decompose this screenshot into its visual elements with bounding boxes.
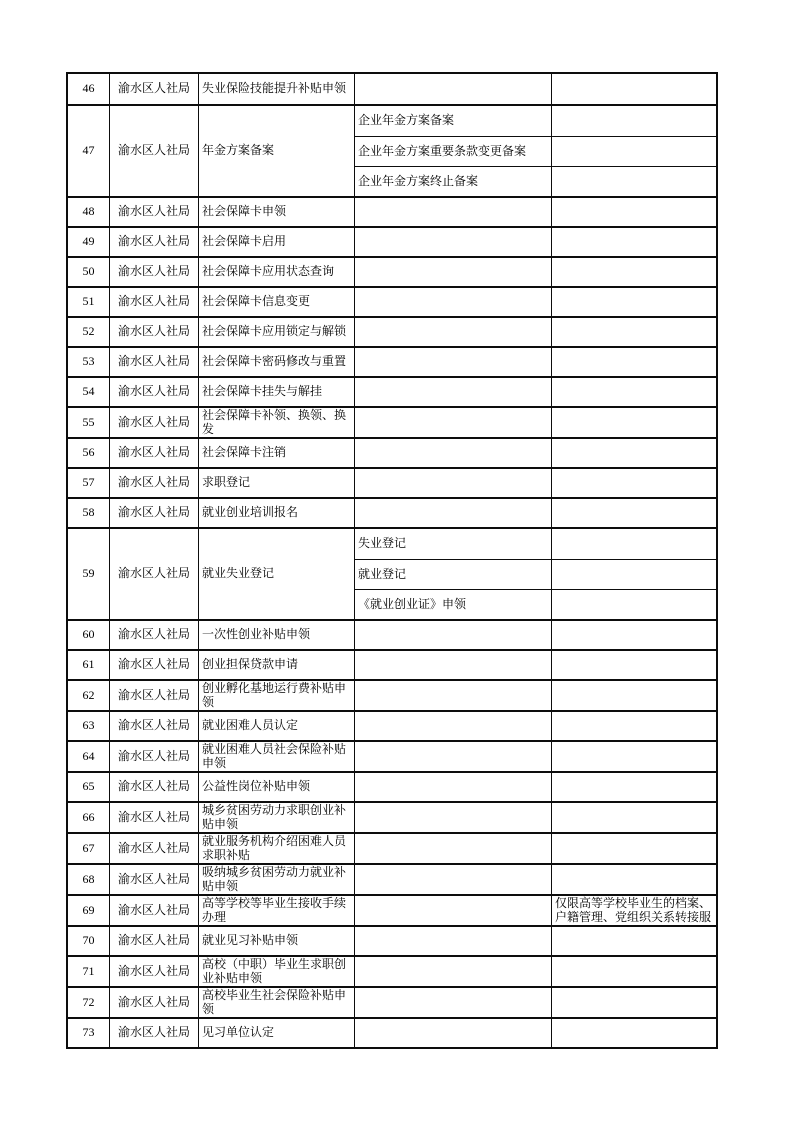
row-number-cell: 61 (68, 651, 110, 679)
note-cell (552, 288, 716, 316)
service-name-cell: 高校（中职）毕业生求职创业补贴申领 (199, 957, 355, 986)
sub-row (355, 529, 716, 559)
note-cell (552, 258, 716, 286)
note-cell (552, 1019, 716, 1047)
service-name-cell: 公益性岗位补贴申领 (199, 773, 355, 801)
department-cell: 渝水区人社局 (110, 106, 199, 196)
sub-item-cell (355, 288, 552, 316)
department-cell: 渝水区人社局 (110, 198, 199, 226)
note-cell (552, 529, 716, 559)
table-row (68, 406, 716, 437)
sub-item-cell (355, 439, 552, 467)
note-cell (552, 106, 716, 136)
table-row (68, 1017, 716, 1047)
department-cell: 渝水区人社局 (110, 988, 199, 1017)
row-number-cell: 63 (68, 712, 110, 740)
department-cell: 渝水区人社局 (110, 681, 199, 710)
service-name-cell: 就业困难人员社会保险补贴申领 (199, 742, 355, 771)
sub-rows (355, 529, 716, 619)
service-name-cell: 就业见习补贴申领 (199, 927, 355, 955)
table-row (68, 286, 716, 316)
sub-item-cell: 失业登记 (355, 529, 552, 559)
service-name-cell: 一次性创业补贴申领 (199, 621, 355, 649)
sub-item-cell (355, 499, 552, 527)
note-cell (552, 198, 716, 226)
table-row (68, 619, 716, 649)
department-cell: 渝水区人社局 (110, 408, 199, 437)
note-cell: 仅限高等学校毕业生的档案、户籍管理、党组织关系转接服 (555, 896, 712, 924)
service-name-cell: 高校毕业生社会保险补贴申领 (199, 988, 355, 1017)
sub-item-cell (355, 621, 552, 649)
service-name-cell: 年金方案备案 (199, 106, 355, 196)
note-cell (552, 803, 716, 832)
row-number-cell: 58 (68, 499, 110, 527)
department-cell: 渝水区人社局 (110, 228, 199, 256)
sub-item-cell (355, 74, 552, 104)
note-cell (552, 621, 716, 649)
table-row (68, 467, 716, 497)
row-number-cell: 60 (68, 621, 110, 649)
table-row (68, 740, 716, 771)
table-row (68, 226, 716, 256)
table-row (68, 771, 716, 801)
service-name-cell: 就业困难人员认定 (199, 712, 355, 740)
table-row (68, 986, 716, 1017)
department-cell: 渝水区人社局 (110, 803, 199, 832)
sub-item-cell (355, 469, 552, 497)
sub-item-cell (355, 681, 552, 710)
service-name-cell: 社会保障卡密码修改与重置 (199, 348, 355, 376)
note-cell (552, 927, 716, 955)
table-row (68, 649, 716, 679)
note-cell (552, 590, 716, 619)
row-number-cell: 66 (68, 803, 110, 832)
department-cell: 渝水区人社局 (110, 834, 199, 863)
service-name-cell: 社会保障卡信息变更 (199, 288, 355, 316)
department-cell: 渝水区人社局 (110, 773, 199, 801)
table-row (68, 679, 716, 710)
service-name-cell: 高等学校等毕业生接收手续办理 (199, 896, 355, 925)
department-cell: 渝水区人社局 (110, 318, 199, 346)
note-cell (552, 318, 716, 346)
service-name-cell: 就业失业登记 (199, 529, 355, 619)
services-table (66, 72, 718, 1049)
sub-item-cell (355, 988, 552, 1017)
row-number-cell: 68 (68, 865, 110, 894)
note-cell (552, 681, 716, 710)
note-cell (552, 499, 716, 527)
sub-item-cell (355, 712, 552, 740)
sub-row (355, 589, 716, 619)
sub-item-cell (355, 773, 552, 801)
note-cell (552, 988, 716, 1017)
table-row (68, 497, 716, 527)
row-number-cell: 56 (68, 439, 110, 467)
service-name-cell: 社会保障卡补领、换领、换发 (199, 408, 355, 437)
sub-item-cell (355, 651, 552, 679)
table-row (68, 832, 716, 863)
note-cell (552, 439, 716, 467)
department-cell: 渝水区人社局 (110, 348, 199, 376)
row-number-cell: 52 (68, 318, 110, 346)
department-cell: 渝水区人社局 (110, 258, 199, 286)
department-cell: 渝水区人社局 (110, 288, 199, 316)
table-row (68, 955, 716, 986)
sub-item-cell (355, 408, 552, 437)
sub-item-cell: 企业年金方案终止备案 (355, 167, 552, 196)
note-cell (552, 167, 716, 196)
department-cell: 渝水区人社局 (110, 529, 199, 619)
department-cell: 渝水区人社局 (110, 621, 199, 649)
row-number-cell: 62 (68, 681, 110, 710)
table-row (68, 801, 716, 832)
service-name-cell: 就业服务机构介绍困难人员求职补贴 (199, 834, 355, 863)
service-name-cell: 失业保险技能提升补贴申领 (199, 74, 355, 104)
department-cell: 渝水区人社局 (110, 927, 199, 955)
table-row (68, 104, 716, 196)
department-cell: 渝水区人社局 (110, 651, 199, 679)
sub-item-cell: 《就业创业证》申领 (355, 590, 552, 619)
row-number-cell: 70 (68, 927, 110, 955)
department-cell: 渝水区人社局 (110, 712, 199, 740)
department-cell: 渝水区人社局 (110, 865, 199, 894)
sub-item-cell: 企业年金方案备案 (355, 106, 552, 136)
table-row (68, 710, 716, 740)
department-cell: 渝水区人社局 (110, 469, 199, 497)
sub-item-cell (355, 803, 552, 832)
note-cell (552, 137, 716, 166)
sub-row (355, 166, 716, 196)
department-cell: 渝水区人社局 (110, 439, 199, 467)
service-name-cell: 创业担保贷款申请 (199, 651, 355, 679)
row-number-cell: 73 (68, 1019, 110, 1047)
table-row (68, 437, 716, 467)
sub-item-cell (355, 198, 552, 226)
table-row (68, 346, 716, 376)
note-cell (552, 865, 716, 894)
sub-item-cell (355, 896, 552, 925)
row-number-cell: 50 (68, 258, 110, 286)
table-row (68, 196, 716, 226)
row-number-cell: 57 (68, 469, 110, 497)
note-cell (552, 469, 716, 497)
row-number-cell: 67 (68, 834, 110, 863)
service-name-cell: 求职登记 (199, 469, 355, 497)
table-row (68, 863, 716, 894)
row-number-cell: 47 (68, 106, 110, 196)
service-name-cell: 见习单位认定 (199, 1019, 355, 1047)
row-number-cell: 72 (68, 988, 110, 1017)
service-name-cell: 就业创业培训报名 (199, 499, 355, 527)
department-cell: 渝水区人社局 (110, 378, 199, 406)
sub-row (355, 559, 716, 589)
note-cell (552, 651, 716, 679)
sub-item-cell (355, 1019, 552, 1047)
sub-item-cell (355, 957, 552, 986)
sub-item-cell (355, 927, 552, 955)
sub-row (355, 136, 716, 166)
note-cell (552, 378, 716, 406)
service-name-cell: 社会保障卡应用锁定与解锁 (199, 318, 355, 346)
sub-item-cell (355, 228, 552, 256)
row-number-cell: 48 (68, 198, 110, 226)
row-number-cell: 65 (68, 773, 110, 801)
note-cell (552, 348, 716, 376)
service-name-cell: 创业孵化基地运行费补贴申领 (199, 681, 355, 710)
table-row (68, 894, 716, 925)
row-number-cell: 51 (68, 288, 110, 316)
note-cell (552, 560, 716, 589)
note-cell (552, 228, 716, 256)
row-number-cell: 59 (68, 529, 110, 619)
row-number-cell: 55 (68, 408, 110, 437)
sub-item-cell (355, 834, 552, 863)
sub-item-cell (355, 348, 552, 376)
row-number-cell: 54 (68, 378, 110, 406)
service-name-cell: 城乡贫困劳动力求职创业补贴申领 (199, 803, 355, 832)
department-cell: 渝水区人社局 (110, 742, 199, 771)
sub-item-cell: 就业登记 (355, 560, 552, 589)
note-cell (552, 834, 716, 863)
row-number-cell: 53 (68, 348, 110, 376)
table-row (68, 527, 716, 619)
row-number-cell: 46 (68, 74, 110, 104)
note-cell (552, 408, 716, 437)
sub-item-cell (355, 742, 552, 771)
sub-item-cell (355, 258, 552, 286)
row-number-cell: 49 (68, 228, 110, 256)
note-cell (552, 957, 716, 986)
table-row (68, 316, 716, 346)
sub-item-cell: 企业年金方案重要条款变更备案 (355, 137, 552, 166)
sub-rows (355, 106, 716, 196)
table-row (68, 925, 716, 955)
service-name-cell: 社会保障卡申领 (199, 198, 355, 226)
service-name-cell: 社会保障卡应用状态查询 (199, 258, 355, 286)
sub-item-cell (355, 865, 552, 894)
department-cell: 渝水区人社局 (110, 499, 199, 527)
sub-item-cell (355, 378, 552, 406)
service-name-cell: 社会保障卡注销 (199, 439, 355, 467)
department-cell: 渝水区人社局 (110, 1019, 199, 1047)
department-cell: 渝水区人社局 (110, 896, 199, 925)
row-number-cell: 64 (68, 742, 110, 771)
service-name-cell: 社会保障卡挂失与解挂 (199, 378, 355, 406)
note-cell (552, 74, 716, 104)
table-row (68, 256, 716, 286)
table-row (68, 376, 716, 406)
note-cell (552, 712, 716, 740)
department-cell: 渝水区人社局 (110, 74, 199, 104)
note-cell (552, 742, 716, 771)
service-name-cell: 吸纳城乡贫困劳动力就业补贴申领 (199, 865, 355, 894)
service-name-cell: 社会保障卡启用 (199, 228, 355, 256)
row-number-cell: 71 (68, 957, 110, 986)
note-cell (552, 773, 716, 801)
sub-item-cell (355, 318, 552, 346)
row-number-cell: 69 (68, 896, 110, 925)
sub-row (355, 106, 716, 136)
table-row (68, 74, 716, 104)
department-cell: 渝水区人社局 (110, 957, 199, 986)
